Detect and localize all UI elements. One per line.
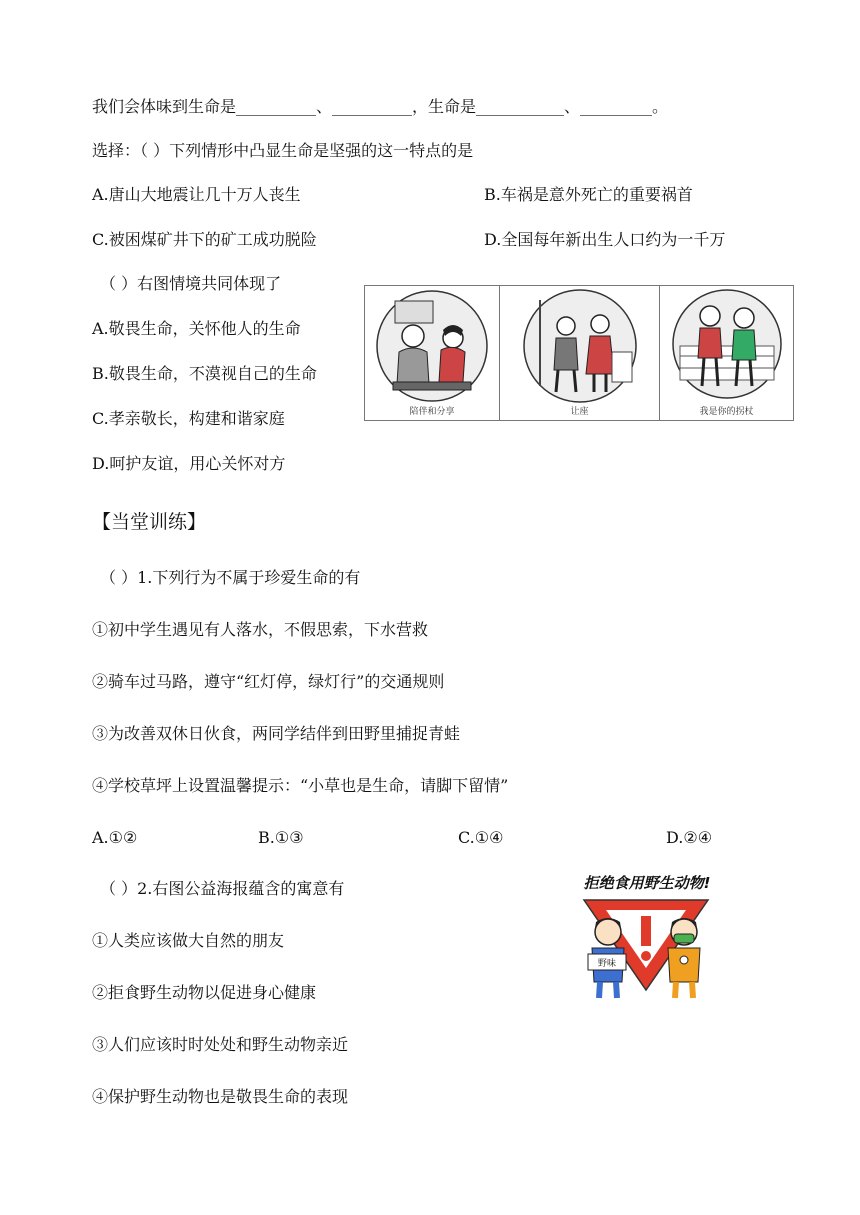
- image-question-stem: （ ）右图情境共同体现了: [100, 274, 282, 293]
- select-question-stem: 选择：（ ）下列情形中凸显生命是坚强的这一特点的是: [92, 141, 474, 160]
- q2-item-1: ①人类应该做大自然的朋友: [92, 931, 285, 950]
- q1-item-2: ②骑车过马路，遵守“红灯停，绿灯行”的交通规则: [92, 672, 445, 691]
- image-option-c: C.孝亲敬长，构建和谐家庭: [92, 409, 285, 428]
- image-option-d: D.呵护友谊，用心关怀对方: [92, 454, 286, 473]
- q2-stem: （ ）2.右图公益海报蕴含的寓意有: [100, 879, 345, 898]
- select-option-a: A.唐山大地震让几十万人丧生: [92, 185, 301, 204]
- q2-item-3: ③人们应该时时处处和野生动物亲近: [92, 1035, 349, 1054]
- q1-option-b: B.①③: [258, 828, 304, 847]
- panel-companionship: [365, 286, 499, 420]
- q2-item-2: ②拒食野生动物以促进身心健康: [92, 983, 317, 1002]
- wildlife-poster: [566, 872, 726, 1002]
- q2-item-4: ④保护野生动物也是敬畏生命的表现: [92, 1087, 349, 1106]
- intro-line: 我们会体味到生命是__________、__________，生命是___________、_________。: [92, 97, 669, 116]
- panel-give-seat: [499, 286, 659, 420]
- q1-item-3: ③为改善双休日伙食，两同学结伴到田野里捕捉青蛙: [92, 724, 461, 743]
- q1-option-a: A.①②: [92, 828, 138, 847]
- panel-caption-give-seat: 让座: [570, 407, 589, 417]
- poster-title: 拒绝食用野生动物!: [583, 874, 711, 892]
- select-option-c: C.被困煤矿井下的矿工成功脱险: [92, 230, 317, 249]
- poster-sign-text: 野味: [597, 959, 617, 969]
- image-option-b: B.敬畏生命，不漠视自己的生命: [92, 364, 317, 383]
- scenario-illustration: [364, 285, 794, 421]
- panel-caption-crutch: 我是你的拐杖: [699, 407, 754, 417]
- q1-item-4: ④学校草坪上设置温馨提示：“小草也是生命，请脚下留情”: [92, 776, 509, 795]
- q1-option-d: D.②④: [666, 828, 713, 847]
- image-option-a: A.敬畏生命，关怀他人的生命: [92, 319, 301, 338]
- panel-caption-companionship: 陪伴和分享: [409, 407, 455, 417]
- section-title: 【当堂训练】: [92, 511, 207, 533]
- q1-item-1: ①初中学生遇见有人落水，不假思索，下水营救: [92, 620, 429, 639]
- select-option-d: D.全国每年新出生人口约为一千万: [484, 230, 726, 249]
- q1-option-c: C.①④: [458, 828, 504, 847]
- q1-stem: （ ）1.下列行为不属于珍爱生命的有: [100, 568, 361, 587]
- panel-crutch: [659, 286, 793, 420]
- select-option-b: B.车祸是意外死亡的重要祸首: [484, 185, 693, 204]
